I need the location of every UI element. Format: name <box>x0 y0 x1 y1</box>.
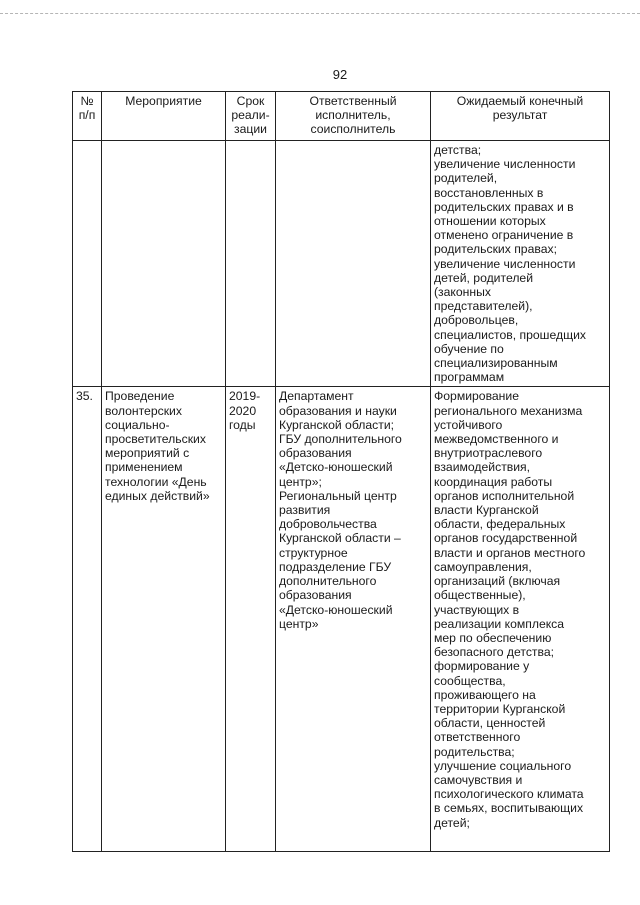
table-row <box>73 141 610 387</box>
text-line: увеличение численности <box>434 256 576 271</box>
text-line: специализированным <box>434 356 558 371</box>
text-line: органов государственной <box>434 531 578 546</box>
text-line: 2020 <box>229 403 257 418</box>
header-number <box>73 92 102 141</box>
text-line: реали- <box>231 108 270 123</box>
text-line: соисполнитель <box>310 122 396 137</box>
cell-activity <box>102 387 226 852</box>
text-line: отношении которых <box>434 214 546 229</box>
cell-number: 35. <box>73 387 102 852</box>
text-line: взаимодействия, <box>434 460 531 475</box>
text-line: Проведение <box>105 389 175 404</box>
header-activity <box>102 92 226 141</box>
table-header-row <box>73 92 610 141</box>
text-line: родительства; <box>434 744 515 759</box>
text-line: устойчивого <box>434 417 503 432</box>
text-line: безопасного детства; <box>434 645 555 660</box>
text-line: единых действий» <box>105 488 210 503</box>
text-line: общественные), <box>434 588 526 603</box>
text-line: образования <box>279 446 352 461</box>
text-line: детей, родителей <box>434 270 534 285</box>
text-line: отменено ограничение в <box>434 228 574 243</box>
cell-activity <box>102 141 226 387</box>
text-line: применением <box>105 460 183 475</box>
text-line: просветительских <box>105 432 206 447</box>
text-line: реализации комплекса <box>434 616 565 631</box>
text-line: «Детско-юношеский <box>279 602 393 617</box>
header-deadline <box>226 92 276 141</box>
text-line: мер по обеспечению <box>434 630 552 645</box>
text-line: Курганской области; <box>279 417 395 432</box>
cell-result <box>431 387 610 852</box>
cell-deadline <box>226 387 276 852</box>
text-line: родительских правах; <box>434 242 557 257</box>
text-line: структурное <box>279 545 348 560</box>
text-line: увеличение численности <box>434 157 576 172</box>
text-line: ГБУ дополнительного <box>279 432 402 447</box>
text-line: 2019- <box>229 389 261 404</box>
text-line: годы <box>229 417 256 432</box>
text-line: области, федеральных <box>434 517 566 532</box>
text-line: Формирование <box>434 389 519 404</box>
text-line: родителей, <box>434 171 498 186</box>
text-line: Региональный центр <box>279 488 397 503</box>
cell-deadline <box>226 141 276 387</box>
text-line: (законных <box>434 285 491 300</box>
text-line: Срок <box>236 94 265 108</box>
text-line: области, ценностей <box>434 716 546 731</box>
text-line: Мероприятие <box>125 94 202 108</box>
text-line: дополнительного <box>279 574 377 589</box>
text-line: обучение по <box>434 341 504 356</box>
text-line: родительских правах и в <box>434 199 574 214</box>
text-line: Ожидаемый конечный <box>456 94 584 108</box>
text-line: волонтерских <box>105 403 182 418</box>
text-line: центр»; <box>279 474 322 489</box>
text-line: образования и науки <box>279 403 397 418</box>
text-line: результат <box>492 108 548 123</box>
text-line: технологии «День <box>105 474 207 489</box>
text-line: межведомственного и <box>434 432 559 447</box>
text-line: ответственного <box>434 730 521 745</box>
text-line: зации <box>234 122 267 137</box>
header-result <box>431 92 610 141</box>
text-line: регионального механизма <box>434 403 583 418</box>
text-line: самочувствия и <box>434 772 523 787</box>
text-line: в семьях, воспитывающих <box>434 801 584 816</box>
text-line: власти Курганской <box>434 503 539 518</box>
text-line: «Детско-юношеский <box>279 460 393 475</box>
text-line: Курганской области – <box>279 531 401 546</box>
text-line: п/п <box>78 108 96 123</box>
text-line: восстановленных в <box>434 185 544 200</box>
activities-table <box>72 91 610 852</box>
header-responsible <box>276 92 431 141</box>
cell-responsible <box>276 387 431 852</box>
text-line: власти и органов местного <box>434 545 586 560</box>
text-line: программам <box>434 370 505 385</box>
text-line: специалистов, прошедщих <box>434 327 587 342</box>
text-line: детства; <box>434 143 482 157</box>
scan-edge-line <box>0 13 640 14</box>
text-line: участвующих в <box>434 602 520 617</box>
text-line: мероприятий с <box>105 446 190 461</box>
cell-result <box>431 141 610 387</box>
text-line: центр» <box>279 616 319 631</box>
text-line: развития <box>279 503 331 518</box>
text-line: органов исполнительной <box>434 488 575 503</box>
text-line: представителей), <box>434 299 533 314</box>
table-row <box>73 387 610 852</box>
page-number: 92 <box>332 67 348 82</box>
text-line: улучшение социального <box>434 758 572 773</box>
cell-number <box>73 141 102 387</box>
text-line: самоуправления, <box>434 559 532 574</box>
text-line: психологического климата <box>434 787 584 802</box>
cell-responsible <box>276 141 431 387</box>
text-line: добровольцев, <box>434 313 519 328</box>
text-line: территории Курганской <box>434 701 566 716</box>
text-line: добровольчества <box>279 517 377 532</box>
text-line: детей; <box>434 815 470 830</box>
text-line: социально- <box>105 417 170 432</box>
text-line: проживающего на <box>434 687 536 702</box>
text-line: № <box>80 94 94 108</box>
text-line: формирование у <box>434 659 530 674</box>
text-line: Ответственный <box>309 94 397 108</box>
text-line: Департамент <box>279 389 354 404</box>
text-line: сообщества, <box>434 673 506 688</box>
text-line: подразделение ГБУ <box>279 559 392 574</box>
text-line: координация работы <box>434 474 553 489</box>
text-line: исполнитель, <box>315 108 391 123</box>
text-line: внутриотраслевого <box>434 446 543 461</box>
text-line: образования <box>279 588 352 603</box>
text-line: организаций (включая <box>434 574 561 589</box>
